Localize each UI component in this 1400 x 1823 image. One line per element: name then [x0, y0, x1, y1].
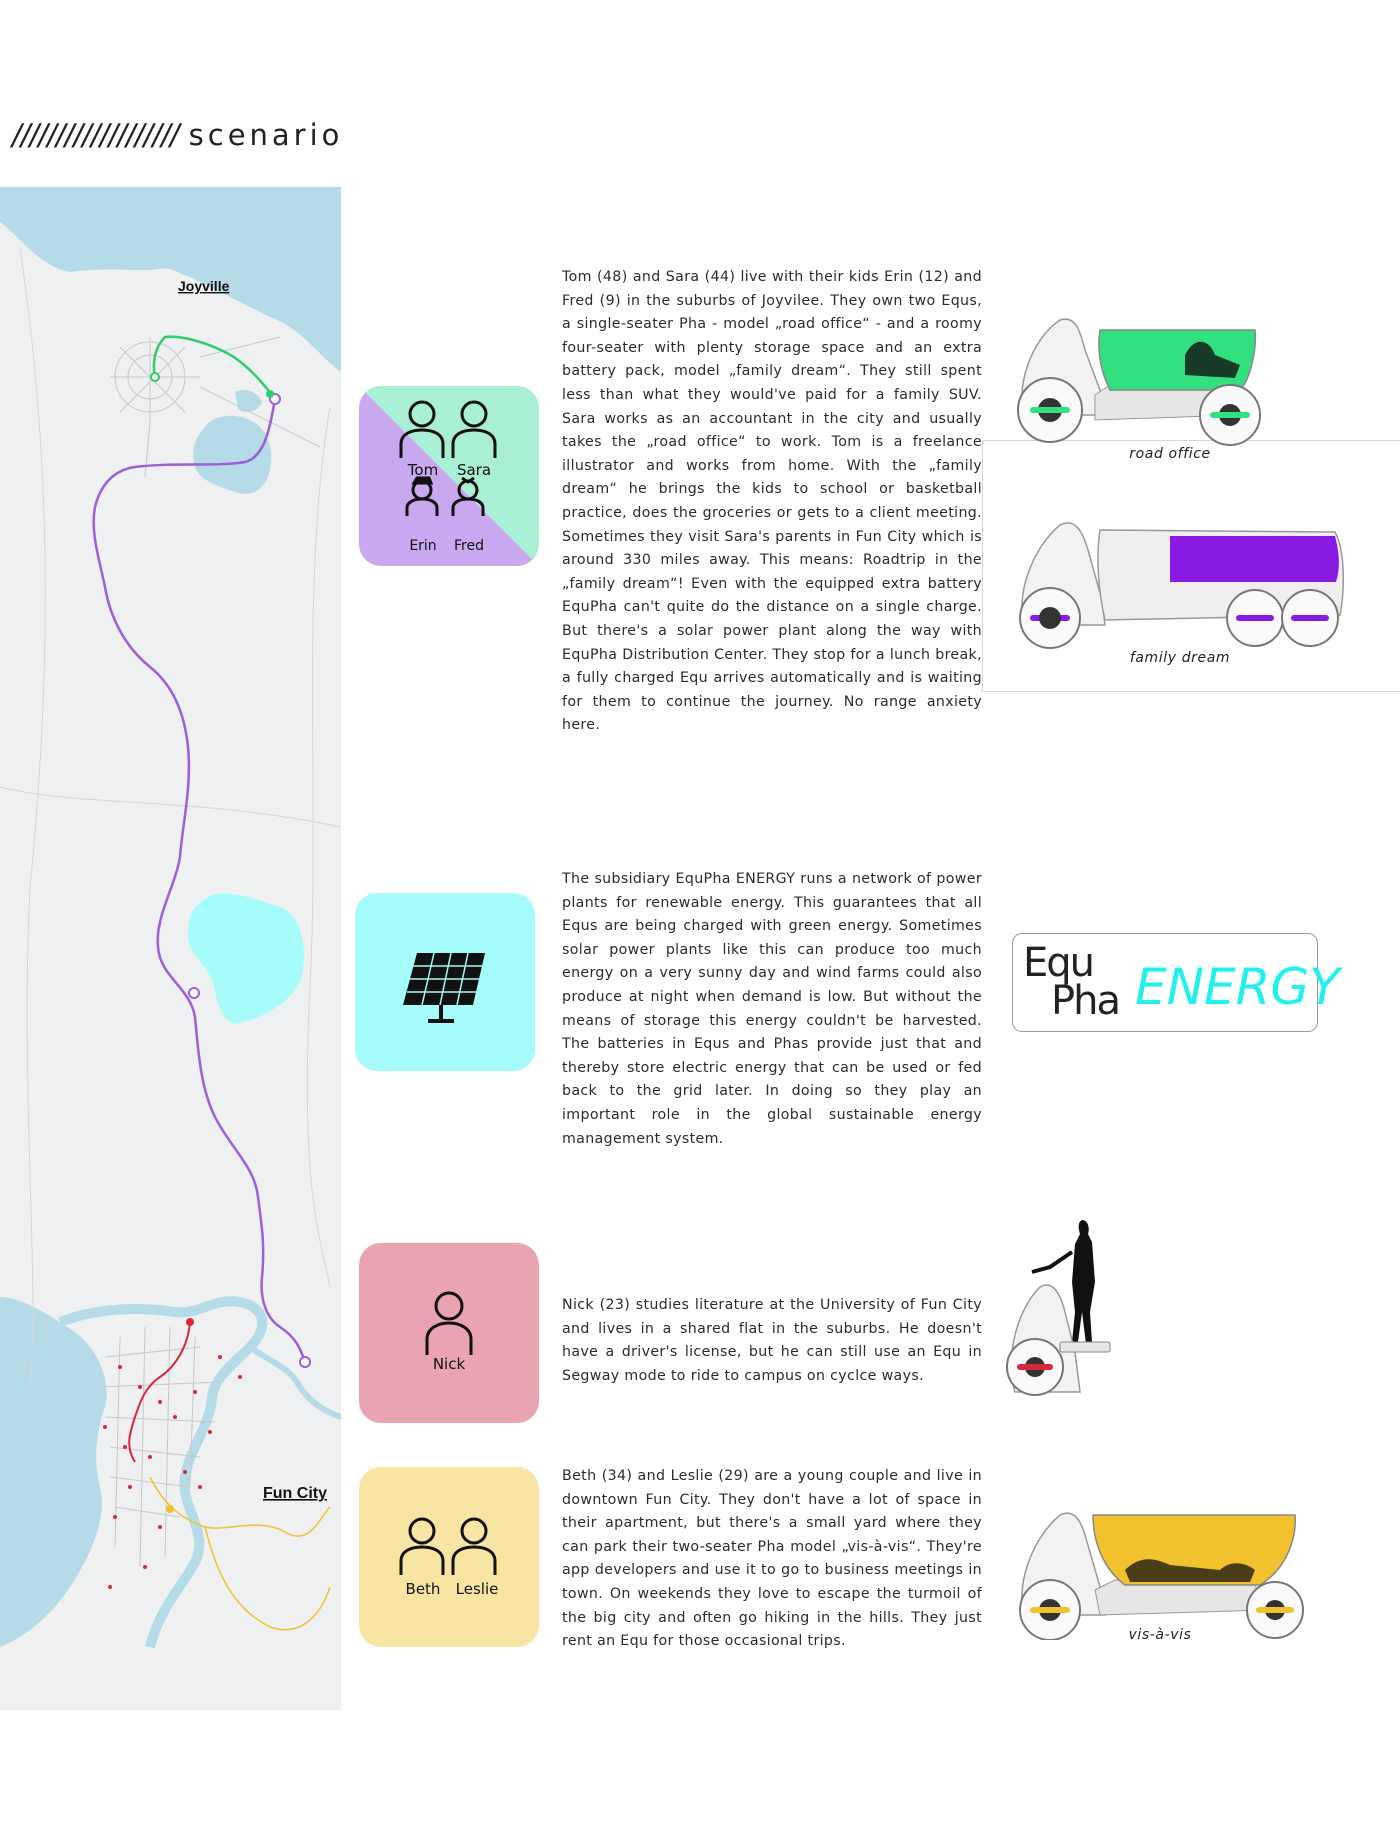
- route-map: [0, 187, 341, 1710]
- caption-vis-a-vis: vis-à-vis: [1128, 1627, 1192, 1643]
- member-sara: Sara: [456, 461, 492, 479]
- family-paragraph: Tom (48) and Sara (44) live with their kids Erin (12) and Fred (9) in the suburbs of Joyvilee. They own two Equs, a single-seater Pha - model „road office“ - and a roomy four-seater with plenty storage space and an extra battery pack, model „family dream“. They still spent less than what they would've paid for a family SUV. Sara works as an accountant in the city and usually takes the „road office“ to work. Tom is a freelance illustrator and works from home. With the „family dream“ he brings the kids to school or basketball practice, does the groceries or gets to a client meeting. Sometimes they visit Sara's parents in Fun City which is around 330 miles away. This means: Roadtrip in the „family dream“! Even with the equipped extra battery EquPha can't quite do the distance on a single charge. But there's a solar power plant along the way with EquPha Distribution Center. They stop for a lunch break, a fully charged Equ arrives automatically and is waiting for them to continue the journey. No range anxiety here.: [562, 269, 982, 734]
- route-green-stop: [151, 373, 159, 381]
- energy-paragraph: The subsidiary EquPha ENERGY runs a network of power plants for renewable energy. This guarantees that all Equs are being charged with green energy. Sometimes solar power plants like this can produce too much energy on a very sunny day and wind farms could also produce at night when demand is low. But without the means of storage this energy couldn't be harvested. The batteries in Equs and Phas provide just that and thereby store electric energy that can be used or fed back to the grid later. In doing so they play an important role in the global sustainable energy management system.: [562, 871, 982, 1147]
- person-icon: [359, 1243, 539, 1423]
- couple-card: [359, 1467, 539, 1647]
- logo-energy: ENERGY: [1135, 958, 1340, 1016]
- couple-paragraph: Beth (34) and Leslie (29) are a young couple and live in downtown Fun City. They don't have a lot of space in their apartment, but there's a small yard where they can park their two-seater Pha model „vis-à-vis“. They're app developers and use it to go to business meetings in town. On weekends they love to escape the turmoil of the big city and often go hiking in the hills. They just rent an Equ for those occasional trips.: [562, 1468, 982, 1650]
- road-office-vehicle: [1005, 310, 1265, 450]
- header-slashes: ///////////////////: [12, 118, 179, 152]
- nick-label: Nick: [432, 1355, 466, 1373]
- segway-vehicle: [1000, 1212, 1120, 1402]
- section-header: [12, 118, 343, 152]
- equpha-energy-logo: [1012, 933, 1340, 1032]
- vis-a-vis-vehicle: [1005, 1500, 1305, 1640]
- route-green-stop-2: [266, 390, 274, 398]
- family-card: [359, 386, 539, 566]
- family-dream-vehicle: [1010, 510, 1350, 650]
- logo-equ: Equ: [1023, 940, 1094, 986]
- logo-pha: Pha: [1051, 978, 1119, 1024]
- solar-panel-icon: [355, 893, 535, 1071]
- route-yellow-stop: [166, 1505, 174, 1513]
- member-erin: Erin: [409, 538, 437, 554]
- energy-card: [355, 893, 535, 1071]
- route-stop-middle: [189, 988, 199, 998]
- nick-card: [359, 1243, 539, 1423]
- header-title: scenario: [188, 118, 344, 152]
- route-stop-end: [300, 1357, 310, 1367]
- nick-paragraph: Nick (23) studies literature at the University of Fun City and lives in a shared flat in the suburbs. He doesn't have a driver's license, but he can still use an Equ in Segway mode to ride to campus on cyclce ways.: [562, 1297, 982, 1384]
- member-leslie: Leslie: [455, 1580, 499, 1598]
- caption-family-dream: family dream: [1129, 650, 1231, 666]
- city-label-fun-city: Fun City: [263, 1485, 327, 1502]
- member-tom: Tom: [407, 461, 439, 479]
- route-red-stop: [186, 1318, 194, 1326]
- city-label-joyville: Joyville: [178, 278, 230, 294]
- couple-icons: [359, 1467, 539, 1647]
- member-beth: Beth: [405, 1580, 441, 1598]
- member-fred: Fred: [454, 538, 484, 554]
- caption-road-office: road office: [1129, 446, 1211, 462]
